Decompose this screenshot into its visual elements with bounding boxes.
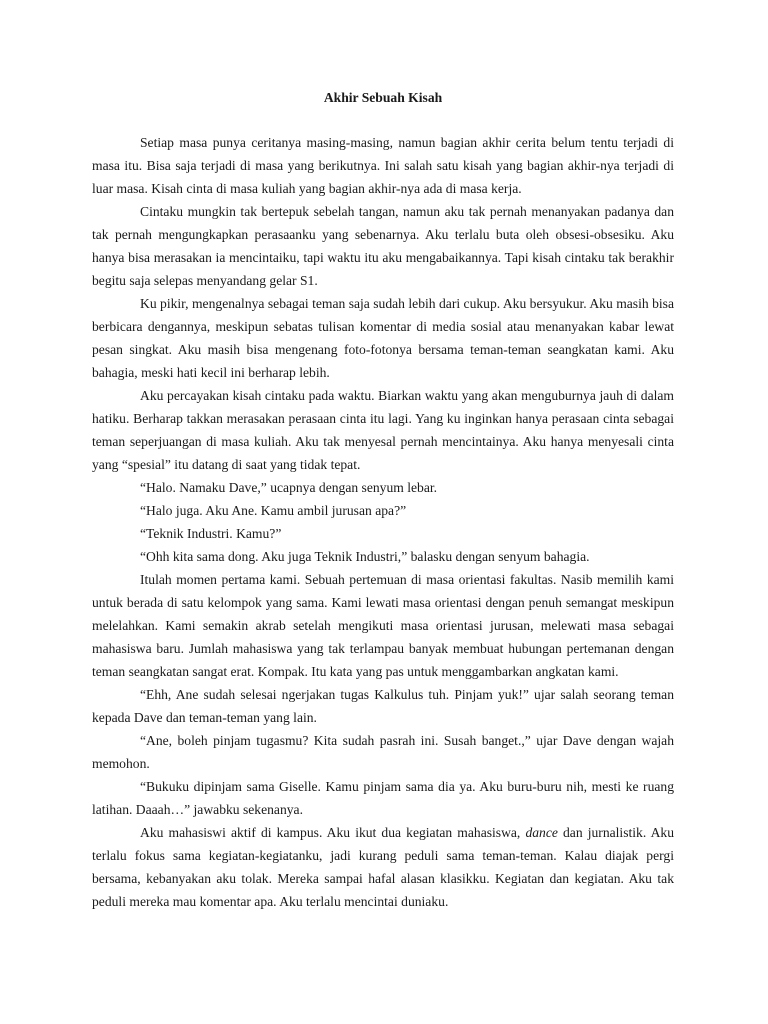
dialog-line-4: “Ohh kita sama dong. Aku juga Teknik Industri,” balasku dengan senyum bahagia. — [140, 549, 590, 564]
dialog-line-5: “Ehh, Ane sudah selesai ngerjakan tugas Kalkulus tuh. Pinjam yuk!” ujar salah seorang teman kepada Dave dan teman-teman yang lain. — [92, 687, 674, 725]
paragraph-1: Setiap masa punya ceritanya masing-masing, namun bagian akhir cerita belum tentu terjadi di masa itu. Bisa saja terjadi di masa yang berikutnya. Ini salah satu kisah yang bagian akhir-nya terjadi di luar masa. Kisah cinta di masa kuliah yang bagian akhir-nya ada di masa kerja. — [92, 135, 674, 196]
dialog-line-2: “Halo juga. Aku Ane. Kamu ambil jurusan apa?” — [140, 503, 407, 518]
paragraph-6 — [92, 821, 674, 913]
document-title: Akhir Sebuah Kisah — [323, 90, 443, 105]
paragraph-3: Ku pikir, mengenalnya sebagai teman saja sudah lebih dari cukup. Aku bersyukur. Aku masih bisa berbicara dengannya, meskipun sebatas tulisan komentar di media sosial atau menanyakan kabar lewat pesan singkat. Aku masih bisa mengenang foto-fotonya bersama teman-teman seangkatan kami. Aku bahagia, meski hati kecil ini berharap lebih. — [92, 296, 674, 380]
document-page — [92, 86, 674, 913]
paragraph-6-italic: dance — [525, 825, 558, 840]
dialog-line-1: “Halo. Namaku Dave,” ucapnya dengan senyum lebar. — [140, 480, 438, 495]
dialog-line-6: “Ane, boleh pinjam tugasmu? Kita sudah pasrah ini. Susah banget.,” ujar Dave dengan wajah memohon. — [92, 733, 674, 771]
paragraph-6-before: Aku mahasiswi aktif di kampus. Aku ikut dua kegiatan mahasiswa, — [140, 825, 526, 840]
paragraph-6-after: dan jurnalistik. Aku terlalu fokus sama kegiatan-kegiatanku, jadi kurang peduli sama teman-teman. Kalau diajak pergi bersama, kebanyakan aku tolak. Mereka sampai hafal alasan klasikku. Kegiatan dan kegiatan. Aku tak peduli mereka mau komentar apa. Aku terlalu mencintai duniaku. — [92, 825, 674, 909]
paragraph-5: Itulah momen pertama kami. Sebuah pertemuan di masa orientasi fakultas. Nasib memilih kami untuk berada di satu kelompok yang sama. Kami lewati masa orientasi dengan penuh semangat meskipun melelahkan. Kami semakin akrab setelah mengikuti masa orientasi jurusan, melewati masa sebagai mahasiswa baru. Jumlah mahasiswa yang tak terlampau banyak membuat hubungan pertemanan dengan teman seangkatan sangat erat. Kompak. Itu kata yang pas untuk menggambarkan angkatan kami. — [92, 572, 674, 679]
paragraph-2: Cintaku mungkin tak bertepuk sebelah tangan, namun aku tak pernah menanyakan padanya dan tak pernah mengungkapkan perasaanku yang sebenarnya. Aku terlalu buta oleh obsesi-obsesiku. Aku hanya bisa merasakan ia mencintaiku, tapi waktu itu aku mengabaikannya. Tapi kisah cintaku tak berakhir begitu saja selepas menyandang gelar S1. — [92, 204, 674, 288]
dialog-line-7: “Bukuku dipinjam sama Giselle. Kamu pinjam sama dia ya. Aku buru-buru nih, mesti ke ruang latihan. Daaah…” jawabku sekenanya. — [92, 779, 674, 817]
dialog-line-3: “Teknik Industri. Kamu?” — [140, 526, 282, 541]
paragraph-4: Aku percayakan kisah cintaku pada waktu. Biarkan waktu yang akan menguburnya jauh di dalam hatiku. Berharap takkan merasakan perasaan cinta itu lagi. Yang ku inginkan hanya perasaan cinta sebagai teman seperjuangan di masa kuliah. Aku tak menyesal pernah mencintainya. Aku hanya menyesali cinta yang “spesial” itu datang di saat yang tidak tepat. — [92, 388, 674, 472]
